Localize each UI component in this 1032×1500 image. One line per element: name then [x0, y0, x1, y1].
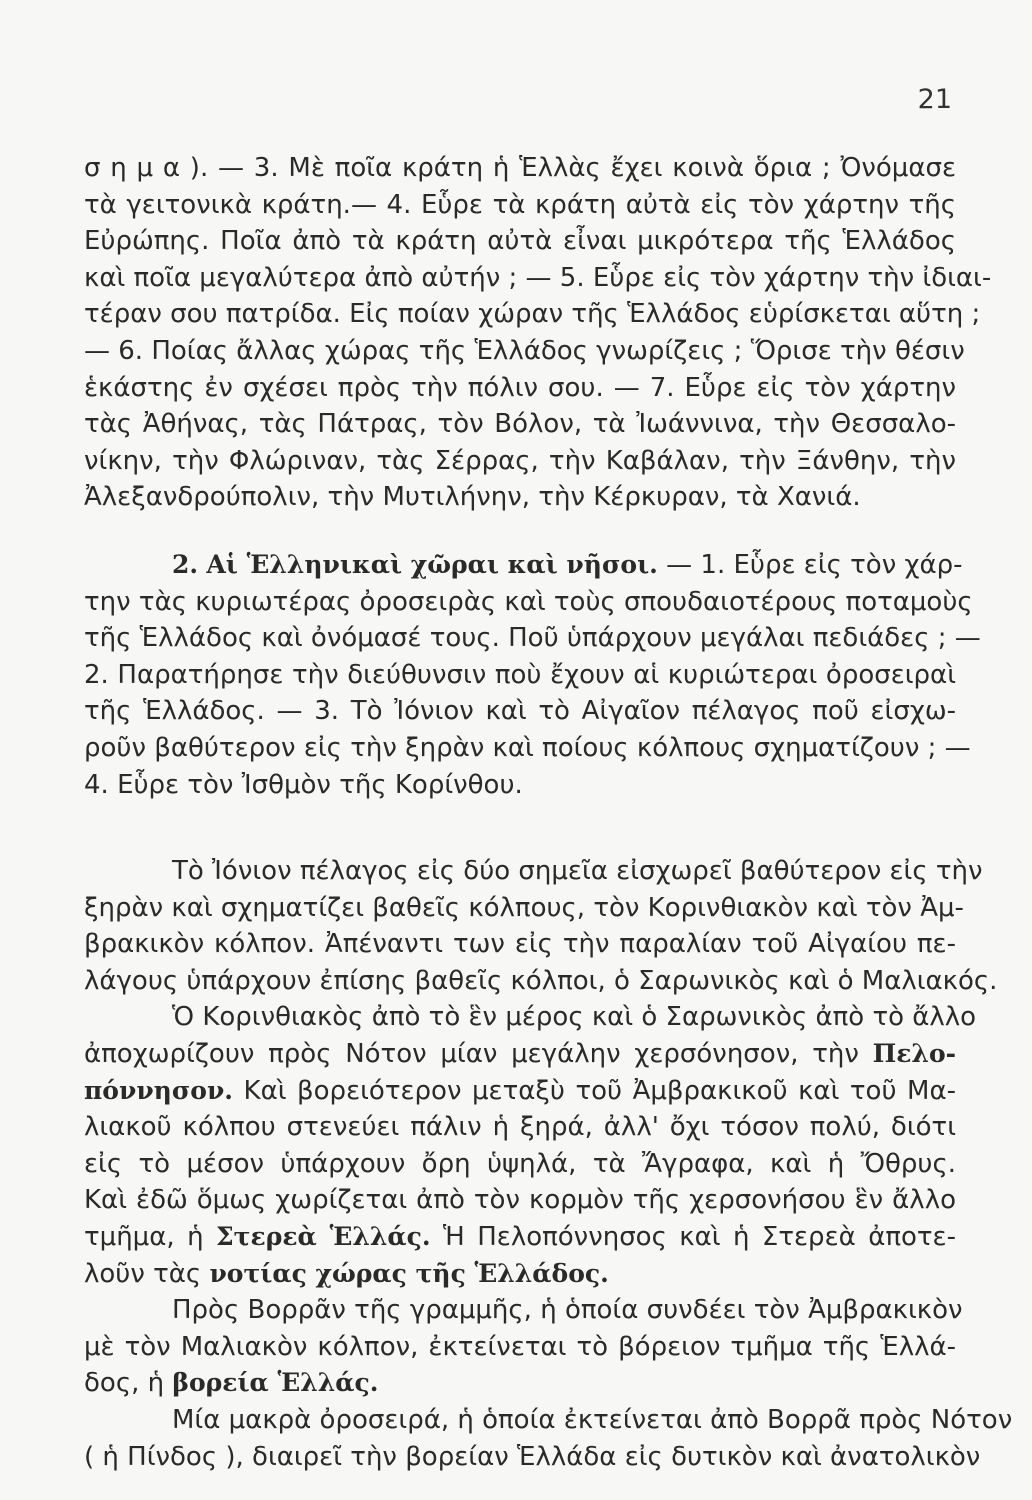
- text-span: Καὶ βορειότερον μεταξὺ τοῦ Ἀμβρακικοῦ καὶ τοῦ Μα-: [233, 1075, 956, 1106]
- text-line: τῆς Ἑλλάδος. — 3. Τὸ Ἰόνιον καὶ τὸ Αἰγαῖον πέλαγος ποῦ εἰσχω-: [84, 696, 956, 727]
- text-line: Ὁ Κορινθιακὸς ἀπὸ τὸ ἓν μέρος καὶ ὁ Σαρωνικὸς ἀπὸ τὸ ἄλλο: [172, 1002, 977, 1033]
- text-line: βρακικὸν κόλπον. Ἀπέναντι των εἰς τὴν παραλίαν τοῦ Αἰγαίου πε-: [84, 929, 956, 960]
- section-number: 2.: [172, 549, 199, 579]
- text-line: τὰ γειτονικὰ κράτη.— 4. Εὗρε τὰ κράτη αὐτὰ εἰς τὸν χάρτην τῆς: [84, 189, 956, 220]
- text-line: 4. Εὗρε τὸν Ἰσθμὸν τῆς Κορίνθου.: [84, 769, 523, 800]
- text-span: λοῦν τὰς: [84, 1258, 210, 1289]
- bold-term: νοτίας χώρας τῆς Ἑλλάδος.: [209, 1258, 609, 1288]
- text-line: [84, 1036, 956, 1073]
- paragraph-northern-greece: [84, 1292, 963, 1402]
- bold-term: Πελο-: [872, 1039, 956, 1069]
- section-heading-line: [84, 547, 963, 584]
- text-line: λιακοῦ κόλπου στενεύει πάλιν ἡ ξηρά, ἀλλ' ὄχι τόσον πολύ, διότι: [84, 1112, 956, 1143]
- text-line: Πρὸς Βορρᾶν τῆς γραμμῆς, ἡ ὁποία συνδέει τὸν Ἀμβρακικὸν: [172, 1295, 963, 1326]
- text-line: Ἀλεξανδρούπολιν, τὴν Μυτιλήνην, τὴν Κέρκυραν, τὰ Χανιά.: [84, 482, 861, 513]
- text-line: Μία μακρὰ ὀροσειρά, ἡ ὁποία ἐκτείνεται ἀπὸ Βορρᾶ πρὸς Νότον: [172, 1405, 1013, 1435]
- text-line: καὶ ποῖα μεγαλύτερα ἀπὸ αὐτήν ; — 5. Εὗρε εἰς τὸν χάρτην τὴν ἰδιαι-: [84, 262, 992, 293]
- text-line: [84, 1365, 956, 1402]
- text-line: [84, 1256, 956, 1293]
- text-line: εἰς τὸ μέσον ὑπάρχουν ὄρη ὑψηλά, τὰ Ἄγραφα, καὶ ἡ Ὄθρυς.: [84, 1148, 956, 1179]
- page-text: [84, 150, 1013, 1475]
- bold-term: πόννησον.: [84, 1075, 233, 1105]
- text-line: σ η μ α ). — 3. Μὲ ποῖα κράτη ἡ Ἑλλὰς ἔχει κοινὰ ὅρια ; Ὀνόμασε: [84, 153, 956, 183]
- text-line: τῆς Ἑλλάδος καὶ ὀνόμασέ τους. Ποῦ ὑπάρχουν μεγάλαι πεδιάδες ; —: [84, 623, 981, 654]
- text-line: Καὶ ἐδῶ ὅμως χωρίζεται ἀπὸ τὸν κορμὸν τῆς χερσονήσου ἓν ἄλλο: [84, 1185, 956, 1216]
- text-line: ξηρὰν καὶ σχηματίζει βαθεῖς κόλπους, τὸν Κορινθιακὸν καὶ τὸν Ἀμ-: [84, 892, 964, 923]
- text-line: νίκην, τὴν Φλώριναν, τὰς Σέρρας, τὴν Καβάλαν, τὴν Ξάνθην, τὴν: [84, 445, 956, 476]
- text-line: λάγους ὑπάρχουν ἐπίσης βαθεῖς κόλποι, ὁ Σαρωνικὸς καὶ ὁ Μαλιακός.: [84, 965, 998, 996]
- text-line: μὲ τὸν Μαλιακὸν κόλπον, ἐκτείνεται τὸ βόρειον τμῆμα τῆς Ἑλλά-: [84, 1331, 956, 1362]
- text-span: δος, ἡ: [84, 1368, 173, 1399]
- paragraph-peloponnese: [84, 999, 977, 1292]
- text-line: την τὰς κυριωτέρας ὀροσειρὰς καὶ τοὺς σπουδαιοτέρους ποταμοὺς: [84, 586, 973, 617]
- exercise-block-1: [84, 150, 992, 516]
- section-heading: Αἱ Ἑλληνικαὶ χῶραι καὶ νῆσοι.: [206, 549, 658, 579]
- text-line: Τὸ Ἰόνιον πέλαγος εἰς δύο σημεῖα εἰσχωρεῖ βαθύτερον εἰς τὴν: [172, 856, 983, 887]
- paragraph-gulfs: [84, 853, 998, 999]
- text-line: τέραν σου πατρίδα. Εἰς ποίαν χώραν τῆς Ἑλλάδος εὑρίσκεται αὕτη ;: [84, 299, 981, 330]
- text-line: [84, 1073, 956, 1110]
- text-line: τὰς Ἀθήνας, τὰς Πάτρας, τὸν Βόλον, τὰ Ἰωάννινα, τὴν Θεσσαλο-: [84, 409, 956, 440]
- text-span: ἀποχωρίζουν πρὸς Νότον μίαν μεγάλην χερσόνησον, τὴν: [84, 1039, 873, 1070]
- paragraph-pindus: [84, 1402, 1013, 1475]
- text-line: — 6. Ποίας ἄλλας χώρας τῆς Ἑλλάδος γνωρίζεις ; Ὅρισε τὴν θέσιν: [84, 335, 965, 366]
- text-line: [84, 1219, 956, 1256]
- text-line: ροῦν βαθύτερον εἰς τὴν ξηρὰν καὶ ποίους κόλπους σχηματίζουν ; —: [84, 732, 971, 763]
- text-line: 2. Παρατήρησε τὴν διεύθυνσιν ποὺ ἔχουν αἱ κυριώτεραι ὀροσειραὶ: [84, 659, 956, 690]
- text-line: Εὐρώπης. Ποῖα ἀπὸ τὰ κράτη αὐτὰ εἶναι μικρότερα τῆς Ἑλλάδος: [84, 226, 956, 257]
- exercise-section-2: [84, 547, 981, 803]
- page-number: 21: [917, 84, 952, 115]
- text-line: ( ἡ Πίνδος ), διαιρεῖ τὴν βορείαν Ἑλλάδα εἰς δυτικὸν καὶ ἀνατολικὸν: [84, 1441, 981, 1472]
- bold-term: βορεία Ἑλλάς.: [172, 1368, 379, 1398]
- text-line: ἑκάστης ἐν σχέσει πρὸς τὴν πόλιν σου. — 7. Εὗρε εἰς τὸν χάρτην: [84, 372, 956, 403]
- text-span: Ἡ Πελοπόννησος καὶ ἡ Στερεὰ ἀποτε-: [430, 1222, 956, 1253]
- text-span: — 1. Εὗρε εἰς τὸν χάρ-: [657, 549, 963, 580]
- text-span: τμῆμα, ἡ: [84, 1222, 216, 1253]
- bold-term: Στερεὰ Ἑλλάς.: [216, 1222, 431, 1252]
